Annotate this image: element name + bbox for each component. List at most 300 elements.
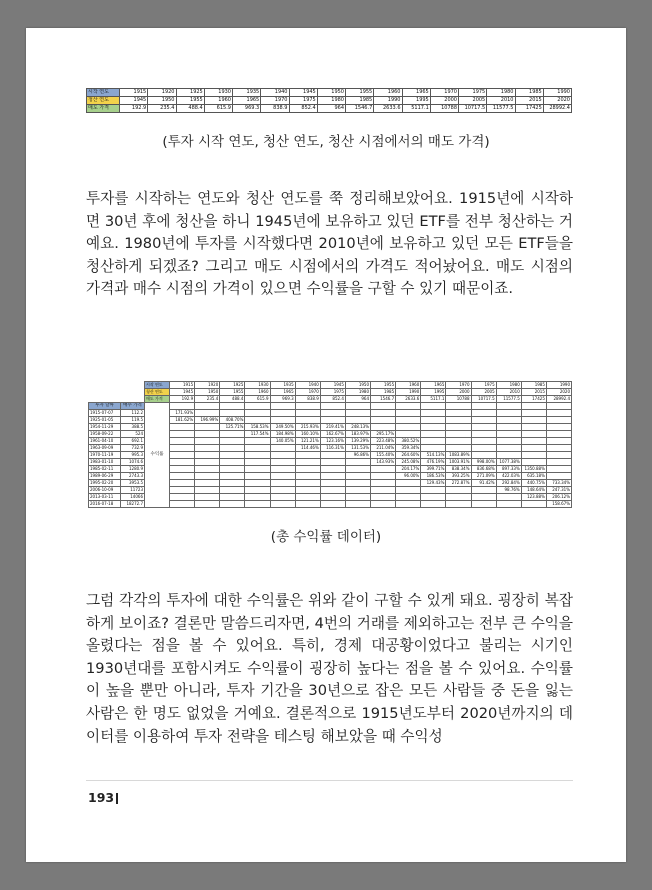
returns-cell [320, 494, 345, 501]
returns-cell [220, 466, 245, 473]
returns-cell [170, 466, 195, 473]
returns-header-cell: 1950 [195, 389, 220, 396]
returns-buy-price: 18272.7 [121, 501, 145, 508]
blank-cell [89, 389, 121, 396]
returns-cell [345, 403, 370, 410]
summary-cell: 235.4 [148, 105, 176, 113]
returns-header-cell: 1995 [421, 389, 446, 396]
returns-cell: 271.09% [471, 473, 496, 480]
returns-cell: 181.62% [170, 417, 195, 424]
returns-cell [546, 438, 571, 445]
returns-buy-price: 3953.5 [121, 480, 145, 487]
summary-cell: 615.9 [204, 105, 232, 113]
returns-cell [521, 403, 546, 410]
returns-cell [446, 410, 471, 417]
returns-buy-price: 1280.9 [121, 466, 145, 473]
returns-cell [245, 417, 270, 424]
returns-cell [471, 487, 496, 494]
returns-cell [521, 424, 546, 431]
returns-cell [195, 431, 220, 438]
returns-cell [170, 487, 195, 494]
summary-cell: 5117.1 [402, 105, 430, 113]
returns-cell [245, 480, 270, 487]
returns-cell: 116.31% [320, 445, 345, 452]
returns-cell [195, 473, 220, 480]
returns-cell [521, 438, 546, 445]
returns-cell [195, 501, 220, 508]
returns-cell: 422.03% [496, 473, 521, 480]
returns-cell [270, 501, 295, 508]
summary-cell: 1950 [148, 97, 176, 105]
returns-header-cell: 1990 [396, 389, 421, 396]
returns-cell: 123.88% [521, 494, 546, 501]
returns-cell [496, 494, 521, 501]
returns-header-cell: 1945 [320, 382, 345, 389]
returns-cell [496, 417, 521, 424]
returns-header-cell: 10717.5 [471, 396, 496, 403]
returns-cell [421, 487, 446, 494]
returns-cell [320, 452, 345, 459]
returns-header-cell: 969.3 [270, 396, 295, 403]
summary-row-label: 청산 연도 [87, 97, 120, 105]
returns-cell [270, 417, 295, 424]
summary-cell: 1935 [233, 89, 261, 97]
returns-date: 1915-07-07 [89, 410, 121, 417]
returns-cell [270, 410, 295, 417]
returns-cell: 998.00% [471, 459, 496, 466]
summary-cell: 1990 [374, 97, 402, 105]
summary-cell: 1980 [317, 97, 345, 105]
returns-cell [195, 480, 220, 487]
returns-cell [170, 459, 195, 466]
returns-cell: 223.48% [371, 438, 396, 445]
returns-cell [496, 438, 521, 445]
summary-cell: 10788 [430, 105, 458, 113]
returns-cell: 131.53% [345, 445, 370, 452]
returns-cell [546, 466, 571, 473]
returns-header-cell: 488.4 [220, 396, 245, 403]
returns-cell [295, 417, 320, 424]
summary-cell: 1945 [289, 89, 317, 97]
returns-cell [546, 445, 571, 452]
returns-cell [320, 473, 345, 480]
returns-cell [396, 431, 421, 438]
returns-cell [320, 403, 345, 410]
returns-cell [421, 494, 446, 501]
summary-cell: 1955 [346, 89, 374, 97]
returns-cell [295, 466, 320, 473]
returns-cell: 1350.88% [521, 466, 546, 473]
returns-cell [195, 459, 220, 466]
returns-cell: 184.98% [270, 431, 295, 438]
returns-cell [496, 445, 521, 452]
returns-cell [245, 473, 270, 480]
summary-row-label: 시작 연도 [87, 89, 120, 97]
returns-cell [521, 459, 546, 466]
blank-cell [121, 382, 145, 389]
returns-cell [396, 403, 421, 410]
returns-cell: 1083.89% [446, 452, 471, 459]
returns-cell [371, 480, 396, 487]
summary-cell: 1915 [120, 89, 148, 97]
returns-header-cell: 1930 [245, 382, 270, 389]
returns-cell: 171.93% [170, 410, 195, 417]
returns-buy-price: 692.1 [121, 438, 145, 445]
returns-cell [521, 417, 546, 424]
returns-cell: 123.16% [320, 438, 345, 445]
returns-date: 1989-06-29 [89, 473, 121, 480]
returns-cell [521, 445, 546, 452]
returns-cell [320, 417, 345, 424]
returns-cell [295, 494, 320, 501]
returns-cell [371, 487, 396, 494]
summary-cell: 2020 [543, 97, 571, 105]
returns-date: 1963-09-09 [89, 445, 121, 452]
returns-cell [270, 494, 295, 501]
returns-cell: 359.34% [396, 445, 421, 452]
summary-cell: 1995 [402, 97, 430, 105]
summary-cell: 28992.4 [543, 105, 571, 113]
returns-cell [396, 480, 421, 487]
returns-cell [345, 459, 370, 466]
returns-cell [521, 431, 546, 438]
returns-cell [245, 501, 270, 508]
summary-cell: 1970 [261, 97, 289, 105]
returns-cell [421, 403, 446, 410]
returns-cell [170, 473, 195, 480]
returns-buy-price: 1074.6 [121, 459, 145, 466]
summary-cell: 1955 [176, 97, 204, 105]
returns-cell [496, 452, 521, 459]
returns-cell: 183.97% [345, 431, 370, 438]
summary-cell: 1930 [204, 89, 232, 97]
returns-cell [345, 487, 370, 494]
returns-buy-price: 119.5 [121, 417, 145, 424]
returns-cell [371, 417, 396, 424]
blank-cell [121, 389, 145, 396]
returns-cell [371, 501, 396, 508]
returns-cell [270, 480, 295, 487]
returns-cell [546, 417, 571, 424]
returns-cell [245, 445, 270, 452]
returns-cell [521, 501, 546, 508]
returns-cell [220, 403, 245, 410]
returns-cell: 408.70% [220, 417, 245, 424]
summary-cell: 1965 [402, 89, 430, 97]
returns-cell [446, 494, 471, 501]
returns-header-cell: 28992.4 [546, 396, 571, 403]
returns-cell [546, 452, 571, 459]
summary-cell: 1985 [346, 97, 374, 105]
returns-header-label: 시작 연도 [145, 382, 170, 389]
returns-date: 2013-03-11 [89, 494, 121, 501]
returns-colheader-row [89, 403, 572, 410]
returns-header-cell: 10788 [446, 396, 471, 403]
page-number-bar [116, 793, 118, 804]
returns-cell [295, 410, 320, 417]
returns-cell [295, 403, 320, 410]
footer-rule [86, 780, 573, 781]
returns-cell [270, 473, 295, 480]
returns-cell: 292.84% [496, 480, 521, 487]
returns-cell [496, 403, 521, 410]
returns-cell: 1077.38% [496, 459, 521, 466]
returns-cell [345, 480, 370, 487]
returns-date: 1985-02-11 [89, 466, 121, 473]
summary-row-label: 매도 가격 [87, 105, 120, 113]
returns-cell [170, 403, 195, 410]
returns-cell [496, 424, 521, 431]
summary-row [87, 105, 572, 113]
summary-cell: 192.9 [120, 105, 148, 113]
returns-cell [245, 452, 270, 459]
returns-cell [220, 459, 245, 466]
returns-cell: 96.00% [396, 473, 421, 480]
returns-table-wrapper [88, 381, 572, 508]
returns-cell [345, 501, 370, 508]
returns-cell: 158.53% [245, 424, 270, 431]
returns-header-cell: 17425 [521, 396, 546, 403]
summary-cell: 2010 [487, 97, 515, 105]
returns-cell [320, 459, 345, 466]
returns-header-cell: 1975 [471, 382, 496, 389]
summary-cell: 1546.7 [346, 105, 374, 113]
returns-header-row [89, 389, 572, 396]
returns-cell: 98.76% [496, 487, 521, 494]
returns-cell [220, 438, 245, 445]
returns-cell [371, 473, 396, 480]
returns-cell [270, 445, 295, 452]
summary-cell: 1940 [261, 89, 289, 97]
returns-cell: 155.40% [371, 452, 396, 459]
returns-cell: 1003.91% [446, 459, 471, 466]
returns-cell [270, 403, 295, 410]
returns-cell [245, 410, 270, 417]
returns-cell [295, 501, 320, 508]
returns-cell [170, 445, 195, 452]
returns-cell: 399.71% [421, 466, 446, 473]
summary-cell: 1970 [430, 89, 458, 97]
returns-cell [220, 480, 245, 487]
returns-cell [320, 480, 345, 487]
returns-cell: 215.93% [295, 424, 320, 431]
returns-cell [195, 466, 220, 473]
returns-cell [195, 445, 220, 452]
summary-cell: 2015 [515, 97, 543, 105]
returns-cell [371, 466, 396, 473]
returns-cell [421, 417, 446, 424]
returns-cell [471, 417, 496, 424]
returns-cell: 114.46% [295, 445, 320, 452]
returns-cell: 125.71% [220, 424, 245, 431]
returns-header-cell: 1955 [220, 389, 245, 396]
returns-cell [396, 424, 421, 431]
returns-header-label: 매도 가격 [145, 396, 170, 403]
returns-header-row [89, 382, 572, 389]
returns-cell [421, 424, 446, 431]
summary-cell: 852.4 [289, 105, 317, 113]
returns-header-cell: 2000 [446, 389, 471, 396]
returns-cell [546, 403, 571, 410]
returns-cell: 148.64% [521, 487, 546, 494]
paragraph-conclusion: 그럼 각각의 투자에 대한 수익률은 위와 같이 구할 수 있게 돼요. 굉장히 복잡하게 보이죠? 결론만 말씀드리자면, 4번의 거래를 제외하고는 전부 큰 수익을 올렸다는 점을 볼 수 있어요. 특히, 경제 대공황이었다고 불리는 시기인 1930년대를 포함시켜도 수익률이 굉장히 높다는 점을 볼 수 있어요. 수익률이 높을 뿐만 아니라, 투자 기간을 30년으로 잡은 모든 사람들 중 돈을 잃는 사람은 한 명도 없었을 거예요. 결론적으로 1915년도부터 2020년까지의 데이터를 이용하여 투자 전략을 테스팅 해보았을 때 수익성 [86, 592, 573, 745]
returns-cell: 96.86% [345, 452, 370, 459]
returns-buy-price: 995.3 [121, 452, 145, 459]
returns-header-cell: 1980 [345, 389, 370, 396]
returns-header-cell: 5117.1 [421, 396, 446, 403]
returns-header-cell: 1985 [371, 389, 396, 396]
summary-cell: 1975 [459, 89, 487, 97]
returns-cell [471, 445, 496, 452]
returns-buy-price: 388.5 [121, 424, 145, 431]
summary-cell: 10717.5 [459, 105, 487, 113]
returns-cell [546, 410, 571, 417]
returns-cell [446, 438, 471, 445]
returns-cell [245, 466, 270, 473]
returns-cell [546, 431, 571, 438]
returns-buy-price: 112.2 [121, 410, 145, 417]
returns-cell [195, 403, 220, 410]
returns-cell [345, 410, 370, 417]
returns-header-cell: 1965 [270, 389, 295, 396]
returns-header-cell: 964 [345, 396, 370, 403]
returns-cell [220, 487, 245, 494]
returns-cell [170, 501, 195, 508]
returns-header-cell: 1970 [295, 389, 320, 396]
returns-cell: 139.29% [345, 438, 370, 445]
returns-cell: 838.34% [446, 466, 471, 473]
returns-date: 1925-01-05 [89, 417, 121, 424]
returns-cell [345, 473, 370, 480]
returns-cell: 143.93% [371, 459, 396, 466]
returns-cell [546, 424, 571, 431]
returns-cell [295, 459, 320, 466]
returns-header-cell: 852.4 [320, 396, 345, 403]
returns-cell [245, 459, 270, 466]
summary-cell: 1960 [204, 97, 232, 105]
returns-cell: 247.31% [546, 487, 571, 494]
summary-cell: 1960 [374, 89, 402, 97]
returns-header-cell: 2005 [471, 389, 496, 396]
summary-cell: 17425 [515, 105, 543, 113]
returns-cell: 140.05% [270, 438, 295, 445]
summary-cell: 838.9 [261, 105, 289, 113]
returns-header-cell: 1965 [421, 382, 446, 389]
returns-cell [521, 452, 546, 459]
summary-cell: 1920 [148, 89, 176, 97]
returns-cell: 514.13% [421, 452, 446, 459]
returns-cell: 204.17% [396, 466, 421, 473]
returns-cell [170, 431, 195, 438]
returns-header-cell: 1975 [320, 389, 345, 396]
returns-cell [220, 431, 245, 438]
returns-cell [195, 494, 220, 501]
blank-cell [89, 382, 121, 389]
returns-cell [496, 410, 521, 417]
returns-cell [220, 452, 245, 459]
caption-returns-table: (총 수익률 데이터) [270, 529, 382, 545]
returns-cell: 440.75% [521, 480, 546, 487]
returns-cell [345, 466, 370, 473]
returns-cell [396, 410, 421, 417]
returns-cell [220, 473, 245, 480]
returns-cell [471, 438, 496, 445]
returns-cell [371, 410, 396, 417]
summary-cell: 2005 [459, 97, 487, 105]
returns-cell [195, 438, 220, 445]
returns-cell [295, 487, 320, 494]
summary-cell: 11577.5 [487, 105, 515, 113]
returns-header-cell: 2015 [521, 389, 546, 396]
returns-cell: 249.50% [270, 424, 295, 431]
returns-cell [396, 494, 421, 501]
returns-cell [371, 403, 396, 410]
book-page [26, 28, 626, 862]
returns-date: 1983-01-10 [89, 459, 121, 466]
returns-cell [421, 438, 446, 445]
returns-cell: 117.54% [245, 431, 270, 438]
returns-header-cell: 1940 [295, 382, 320, 389]
returns-cell [496, 431, 521, 438]
returns-header-cell: 1960 [245, 389, 270, 396]
blank-cell [121, 396, 145, 403]
returns-cell [320, 410, 345, 417]
returns-cell [320, 466, 345, 473]
returns-cell [295, 473, 320, 480]
returns-cell: 206.12% [546, 494, 571, 501]
returns-cell [320, 487, 345, 494]
summary-row [87, 97, 572, 105]
returns-cell [245, 494, 270, 501]
summary-cell: 1965 [233, 97, 261, 105]
returns-cell: 91.42% [471, 480, 496, 487]
returns-cell [195, 424, 220, 431]
returns-cell [345, 494, 370, 501]
returns-cell [471, 431, 496, 438]
returns-cell: 393.25% [446, 473, 471, 480]
returns-cell [546, 459, 571, 466]
returns-header-cell: 1950 [345, 382, 370, 389]
returns-cell: 245.08% [396, 459, 421, 466]
returns-cell [371, 494, 396, 501]
returns-header-cell: 1990 [546, 382, 571, 389]
summary-row [87, 89, 572, 97]
returns-header-cell: 1925 [220, 382, 245, 389]
returns-header-cell: 615.9 [245, 396, 270, 403]
returns-date: 1961-04-10 [89, 438, 121, 445]
returns-header-cell: 192.9 [170, 396, 195, 403]
returns-cell: 476.19% [421, 459, 446, 466]
summary-cell: 2000 [430, 97, 458, 105]
returns-cell: 733.34% [546, 480, 571, 487]
returns-cell [220, 494, 245, 501]
returns-cell [170, 480, 195, 487]
returns-cell: 264.60% [396, 452, 421, 459]
returns-cell [245, 438, 270, 445]
returns-buy-price: 732.9 [121, 445, 145, 452]
returns-cell [195, 452, 220, 459]
returns-cell: 160.10% [295, 431, 320, 438]
returns-cell [446, 487, 471, 494]
returns-cell [270, 466, 295, 473]
returns-cell [471, 403, 496, 410]
returns-cell: 121.21% [295, 438, 320, 445]
returns-buy-price: 2743.3 [121, 473, 145, 480]
returns-cell [471, 410, 496, 417]
returns-cell: 836.68% [471, 466, 496, 473]
summary-table [86, 88, 572, 113]
returns-cell: 248.13% [345, 424, 370, 431]
